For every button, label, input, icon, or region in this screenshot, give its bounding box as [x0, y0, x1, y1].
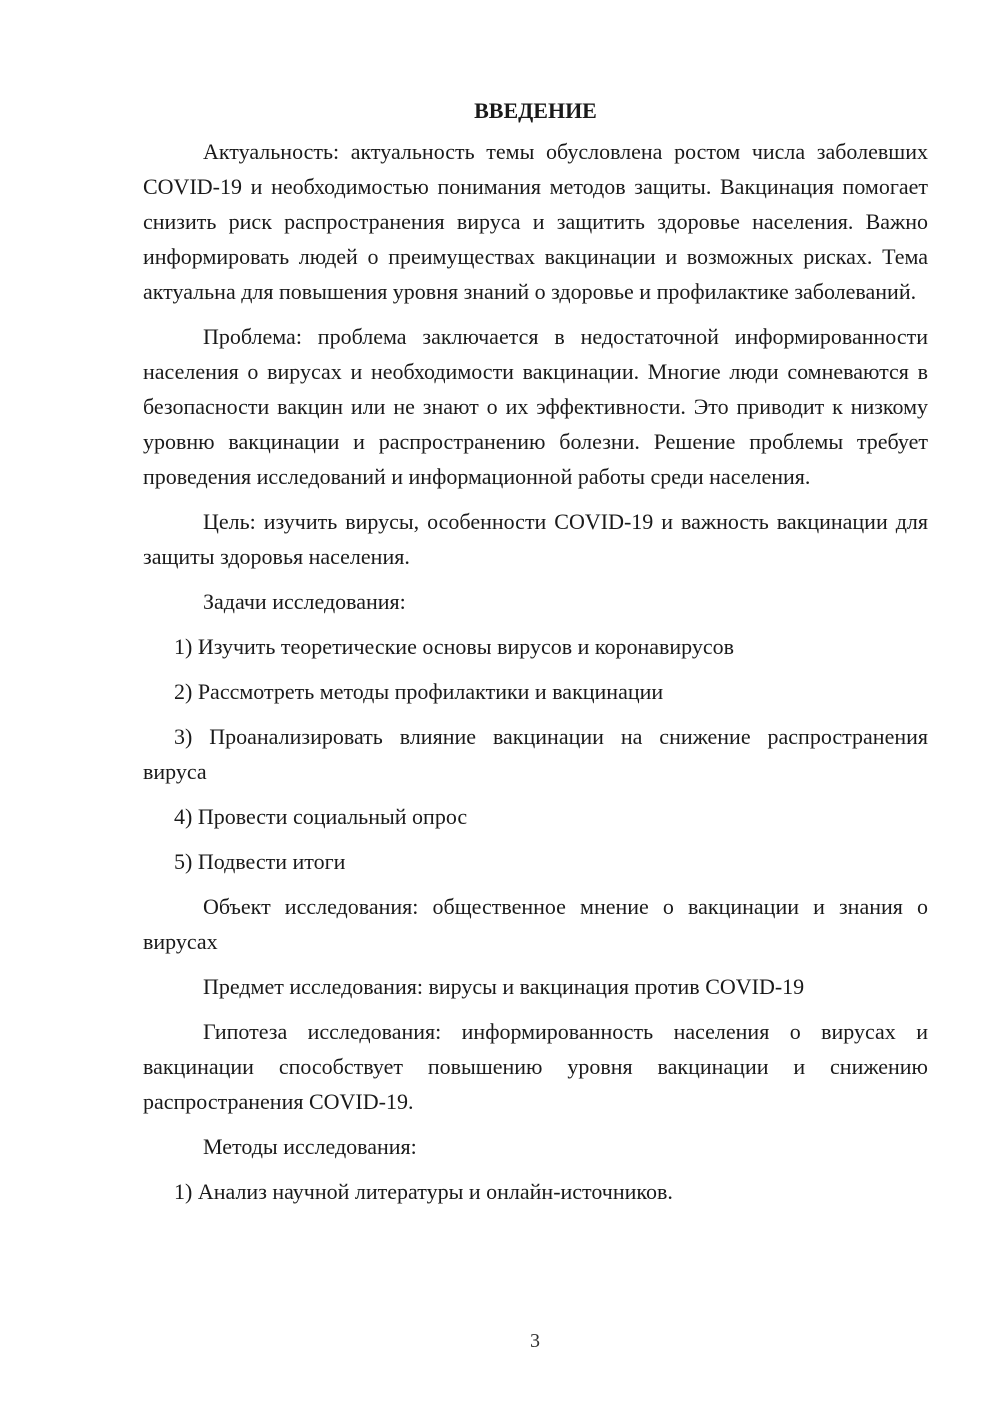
paragraph-object: Объект исследования: общественное мнение о вакцинации и знания о вирусах: [143, 894, 928, 954]
page-number: 3: [530, 1330, 540, 1352]
paragraph-goal: Цель: изучить вирусы, особенности COVID-19 и важность вакцинации для защиты здоровья населения.: [143, 509, 928, 569]
method-item-1: 1) Анализ научной литературы и онлайн-источников.: [174, 1179, 673, 1204]
task-item-1: 1) Изучить теоретические основы вирусов и коронавирусов: [174, 634, 735, 659]
section-title: ВВЕДЕНИЕ: [474, 98, 597, 123]
paragraph-problem: Проблема: проблема заключается в недостаточной информированности населения о вирусах и необходимости вакцинации. Многие люди сомневаются в безопасности вакцин или не знают о их эффективности. Это приводит к низкому уровню вакцинации и распространению болезни. Решение проблемы требует проведения исследований и информационной работы среди населения.: [143, 324, 928, 489]
methods-heading: Методы исследования:: [203, 1134, 417, 1159]
task-item-2: 2) Рассмотреть методы профилактики и вакцинации: [174, 679, 664, 704]
paragraph-subject: Предмет исследования: вирусы и вакцинация против COVID-19: [203, 974, 805, 999]
tasks-heading: Задачи исследования:: [203, 589, 406, 614]
paragraph-hypothesis: Гипотеза исследования: информированность населения о вирусах и вакцинации способствует повышению уровня вакцинации и снижению распространения COVID-19.: [143, 1019, 928, 1114]
page-content: [143, 93, 928, 1219]
task-item-5: 5) Подвести итоги: [174, 849, 346, 874]
paragraph-relevance: Актуальность: актуальность темы обусловлена ростом числа заболевших COVID-19 и необходимостью понимания методов защиты. Вакцинация помогает снизить риск распространения вируса и защитить здоровье населения. Важно информировать людей о преимуществах вакцинации и возможных рисках. Тема актуальна для повышения уровня знаний о здоровье и профилактике заболеваний.: [143, 139, 928, 304]
task-item-4: 4) Провести социальный опрос: [174, 804, 468, 829]
task-item-3: 3) Проанализировать влияние вакцинации на снижение распространения вируса: [143, 724, 928, 784]
